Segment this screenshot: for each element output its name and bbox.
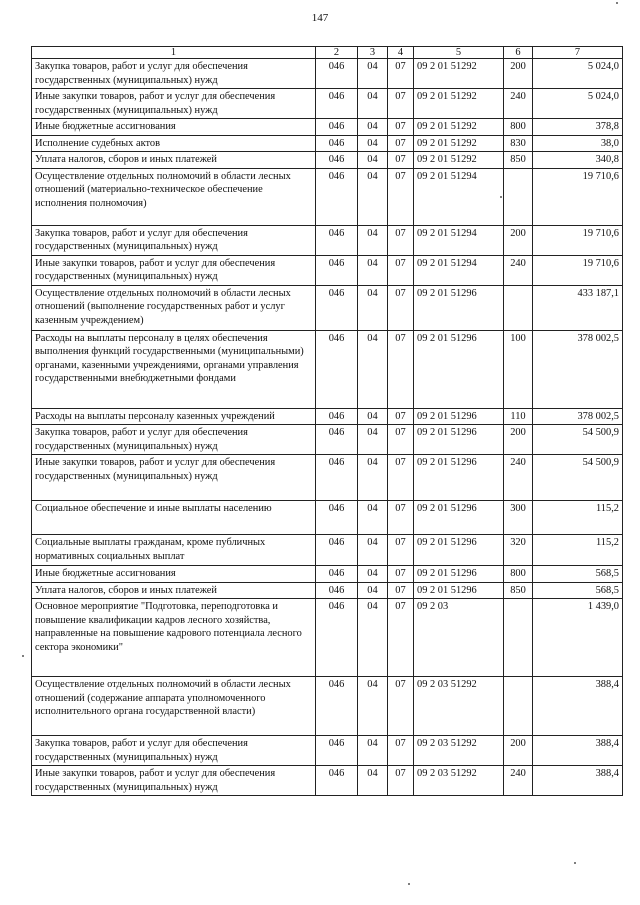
cell-section: 04 [358, 89, 388, 119]
cell-name: Иные бюджетные ассигнования [32, 566, 316, 583]
cell-subsection: 07 [388, 89, 414, 119]
table-row [32, 168, 623, 225]
cell-expense-type: 850 [504, 152, 533, 169]
cell-section: 04 [358, 501, 388, 535]
cell-target-article: 09 2 01 51296 [414, 566, 504, 583]
cell-section: 04 [358, 599, 388, 677]
cell-amount: 433 187,1 [533, 285, 623, 330]
cell-amount: 115,2 [533, 501, 623, 535]
cell-target-article: 09 2 01 51296 [414, 501, 504, 535]
table-row [32, 89, 623, 119]
cell-amount: 5 024,0 [533, 89, 623, 119]
cell-target-article: 09 2 01 51292 [414, 89, 504, 119]
budget-table [31, 46, 623, 796]
cell-target-article: 09 2 03 51292 [414, 766, 504, 796]
cell-subsection: 07 [388, 225, 414, 255]
cell-target-article: 09 2 01 51292 [414, 59, 504, 89]
scan-speck [408, 883, 410, 885]
scan-speck [574, 862, 576, 864]
cell-expense-type [504, 599, 533, 677]
cell-grbs: 046 [316, 330, 358, 408]
cell-target-article: 09 2 01 51296 [414, 455, 504, 501]
cell-name: Осуществление отдельных полномочий в области лесных отношений (материально-техническое обеспечение исполнения полномочия) [32, 168, 316, 225]
cell-expense-type [504, 168, 533, 225]
cell-section: 04 [358, 766, 388, 796]
cell-expense-type: 300 [504, 501, 533, 535]
cell-grbs: 046 [316, 455, 358, 501]
cell-subsection: 07 [388, 330, 414, 408]
cell-grbs: 046 [316, 766, 358, 796]
cell-section: 04 [358, 225, 388, 255]
cell-amount: 568,5 [533, 566, 623, 583]
cell-section: 04 [358, 408, 388, 425]
cell-grbs: 046 [316, 408, 358, 425]
scan-speck [22, 655, 24, 657]
cell-name: Иные закупки товаров, работ и услуг для обеспечения государственных (муниципальных) нужд [32, 455, 316, 501]
cell-section: 04 [358, 455, 388, 501]
cell-expense-type: 240 [504, 766, 533, 796]
cell-subsection: 07 [388, 599, 414, 677]
cell-target-article: 09 2 01 51296 [414, 535, 504, 566]
cell-subsection: 07 [388, 59, 414, 89]
cell-grbs: 046 [316, 736, 358, 766]
cell-name: Закупка товаров, работ и услуг для обеспечения государственных (муниципальных) нужд [32, 736, 316, 766]
cell-section: 04 [358, 255, 388, 285]
cell-subsection: 07 [388, 255, 414, 285]
table-row [32, 408, 623, 425]
cell-grbs: 046 [316, 599, 358, 677]
table-row [32, 225, 623, 255]
table-row [32, 736, 623, 766]
table-row [32, 535, 623, 566]
table-row [32, 285, 623, 330]
cell-subsection: 07 [388, 455, 414, 501]
cell-section: 04 [358, 330, 388, 408]
cell-subsection: 07 [388, 582, 414, 599]
cell-expense-type: 200 [504, 425, 533, 455]
cell-subsection: 07 [388, 566, 414, 583]
cell-expense-type: 800 [504, 119, 533, 136]
scan-speck [616, 2, 618, 4]
cell-name: Закупка товаров, работ и услуг для обеспечения государственных (муниципальных) нужд [32, 225, 316, 255]
cell-amount: 378 002,5 [533, 408, 623, 425]
cell-grbs: 046 [316, 677, 358, 736]
cell-name: Уплата налогов, сборов и иных платежей [32, 152, 316, 169]
cell-name: Иные закупки товаров, работ и услуг для обеспечения государственных (муниципальных) нужд [32, 766, 316, 796]
cell-grbs: 046 [316, 225, 358, 255]
table-row [32, 119, 623, 136]
header-row [32, 47, 623, 59]
cell-name: Уплата налогов, сборов и иных платежей [32, 582, 316, 599]
table-row [32, 766, 623, 796]
cell-subsection: 07 [388, 425, 414, 455]
cell-expense-type: 240 [504, 89, 533, 119]
column-header: 1 [32, 47, 316, 59]
cell-amount: 388,4 [533, 766, 623, 796]
cell-amount: 340,8 [533, 152, 623, 169]
table-row [32, 455, 623, 501]
table-row [32, 599, 623, 677]
cell-grbs: 046 [316, 535, 358, 566]
cell-name: Социальное обеспечение и иные выплаты населению [32, 501, 316, 535]
cell-name: Осуществление отдельных полномочий в области лесных отношений (содержание аппарата уполномоченного исполнительного органа государственной власти) [32, 677, 316, 736]
cell-name: Расходы на выплаты персоналу в целях обеспечения выполнения функций государственными (муниципальными) органами, казенными учреждениями, органами управления государственными внебюджетными фондами [32, 330, 316, 408]
cell-amount: 38,0 [533, 135, 623, 152]
cell-target-article: 09 2 01 51296 [414, 285, 504, 330]
table-body [32, 59, 623, 796]
cell-section: 04 [358, 677, 388, 736]
cell-amount: 54 500,9 [533, 425, 623, 455]
cell-section: 04 [358, 135, 388, 152]
cell-grbs: 046 [316, 135, 358, 152]
cell-subsection: 07 [388, 135, 414, 152]
cell-subsection: 07 [388, 152, 414, 169]
table-row [32, 135, 623, 152]
cell-grbs: 046 [316, 152, 358, 169]
cell-target-article: 09 2 01 51296 [414, 330, 504, 408]
cell-target-article: 09 2 01 51296 [414, 425, 504, 455]
cell-section: 04 [358, 425, 388, 455]
cell-amount: 378,8 [533, 119, 623, 136]
cell-section: 04 [358, 119, 388, 136]
table-row [32, 59, 623, 89]
column-header: 6 [504, 47, 533, 59]
cell-subsection: 07 [388, 119, 414, 136]
cell-amount: 54 500,9 [533, 455, 623, 501]
cell-grbs: 046 [316, 119, 358, 136]
cell-name: Расходы на выплаты персоналу казенных учреждений [32, 408, 316, 425]
cell-target-article: 09 2 01 51296 [414, 582, 504, 599]
cell-section: 04 [358, 535, 388, 566]
cell-target-article: 09 2 01 51296 [414, 408, 504, 425]
cell-target-article: 09 2 01 51294 [414, 168, 504, 225]
cell-section: 04 [358, 152, 388, 169]
cell-amount: 115,2 [533, 535, 623, 566]
cell-subsection: 07 [388, 736, 414, 766]
cell-expense-type [504, 677, 533, 736]
cell-grbs: 046 [316, 566, 358, 583]
cell-expense-type: 200 [504, 736, 533, 766]
column-header: 4 [388, 47, 414, 59]
cell-name: Исполнение судебных актов [32, 135, 316, 152]
cell-target-article: 09 2 01 51294 [414, 225, 504, 255]
cell-expense-type: 800 [504, 566, 533, 583]
cell-name: Иные закупки товаров, работ и услуг для обеспечения государственных (муниципальных) нужд [32, 255, 316, 285]
cell-target-article: 09 2 01 51292 [414, 135, 504, 152]
cell-grbs: 046 [316, 168, 358, 225]
cell-amount: 5 024,0 [533, 59, 623, 89]
cell-amount: 388,4 [533, 677, 623, 736]
column-header: 2 [316, 47, 358, 59]
cell-section: 04 [358, 582, 388, 599]
cell-grbs: 046 [316, 425, 358, 455]
cell-subsection: 07 [388, 535, 414, 566]
cell-amount: 19 710,6 [533, 255, 623, 285]
cell-subsection: 07 [388, 677, 414, 736]
table-row [32, 582, 623, 599]
table-row [32, 677, 623, 736]
cell-expense-type: 240 [504, 255, 533, 285]
cell-section: 04 [358, 285, 388, 330]
cell-subsection: 07 [388, 168, 414, 225]
cell-subsection: 07 [388, 766, 414, 796]
cell-section: 04 [358, 168, 388, 225]
cell-amount: 19 710,6 [533, 168, 623, 225]
cell-target-article: 09 2 03 51292 [414, 677, 504, 736]
cell-grbs: 046 [316, 285, 358, 330]
cell-name: Иные закупки товаров, работ и услуг для обеспечения государственных (муниципальных) нужд [32, 89, 316, 119]
cell-subsection: 07 [388, 408, 414, 425]
cell-expense-type: 100 [504, 330, 533, 408]
cell-expense-type: 240 [504, 455, 533, 501]
cell-grbs: 046 [316, 59, 358, 89]
cell-subsection: 07 [388, 285, 414, 330]
cell-section: 04 [358, 59, 388, 89]
cell-section: 04 [358, 566, 388, 583]
cell-grbs: 046 [316, 255, 358, 285]
table-row [32, 425, 623, 455]
cell-amount: 388,4 [533, 736, 623, 766]
page-number: 147 [311, 12, 329, 24]
cell-target-article: 09 2 01 51292 [414, 119, 504, 136]
cell-name: Основное мероприятие "Подготовка, переподготовка и повышение квалификации кадров лесного хозяйства, направленные на повышение кадрового потенциала лесного сектора экономики" [32, 599, 316, 677]
cell-subsection: 07 [388, 501, 414, 535]
cell-amount: 568,5 [533, 582, 623, 599]
cell-name: Закупка товаров, работ и услуг для обеспечения государственных (муниципальных) нужд [32, 425, 316, 455]
cell-expense-type: 830 [504, 135, 533, 152]
cell-expense-type [504, 285, 533, 330]
cell-expense-type: 200 [504, 59, 533, 89]
cell-grbs: 046 [316, 89, 358, 119]
cell-grbs: 046 [316, 582, 358, 599]
cell-amount: 378 002,5 [533, 330, 623, 408]
cell-expense-type: 320 [504, 535, 533, 566]
cell-name: Осуществление отдельных полномочий в области лесных отношений (выполнение государственных работ и услуг казенным учреждением) [32, 285, 316, 330]
cell-amount: 19 710,6 [533, 225, 623, 255]
cell-name: Закупка товаров, работ и услуг для обеспечения государственных (муниципальных) нужд [32, 59, 316, 89]
table-row [32, 152, 623, 169]
cell-expense-type: 200 [504, 225, 533, 255]
cell-expense-type: 850 [504, 582, 533, 599]
cell-amount: 1 439,0 [533, 599, 623, 677]
cell-target-article: 09 2 01 51292 [414, 152, 504, 169]
table-row [32, 501, 623, 535]
cell-target-article: 09 2 03 51292 [414, 736, 504, 766]
cell-target-article: 09 2 01 51294 [414, 255, 504, 285]
table-row [32, 566, 623, 583]
cell-target-article: 09 2 03 [414, 599, 504, 677]
column-header: 5 [414, 47, 504, 59]
cell-name: Иные бюджетные ассигнования [32, 119, 316, 136]
column-header: 7 [533, 47, 623, 59]
cell-expense-type: 110 [504, 408, 533, 425]
scan-speck [500, 196, 502, 198]
column-header: 3 [358, 47, 388, 59]
cell-grbs: 046 [316, 501, 358, 535]
table-row [32, 255, 623, 285]
cell-section: 04 [358, 736, 388, 766]
table-row [32, 330, 623, 408]
cell-name: Социальные выплаты гражданам, кроме публичных нормативных социальных выплат [32, 535, 316, 566]
